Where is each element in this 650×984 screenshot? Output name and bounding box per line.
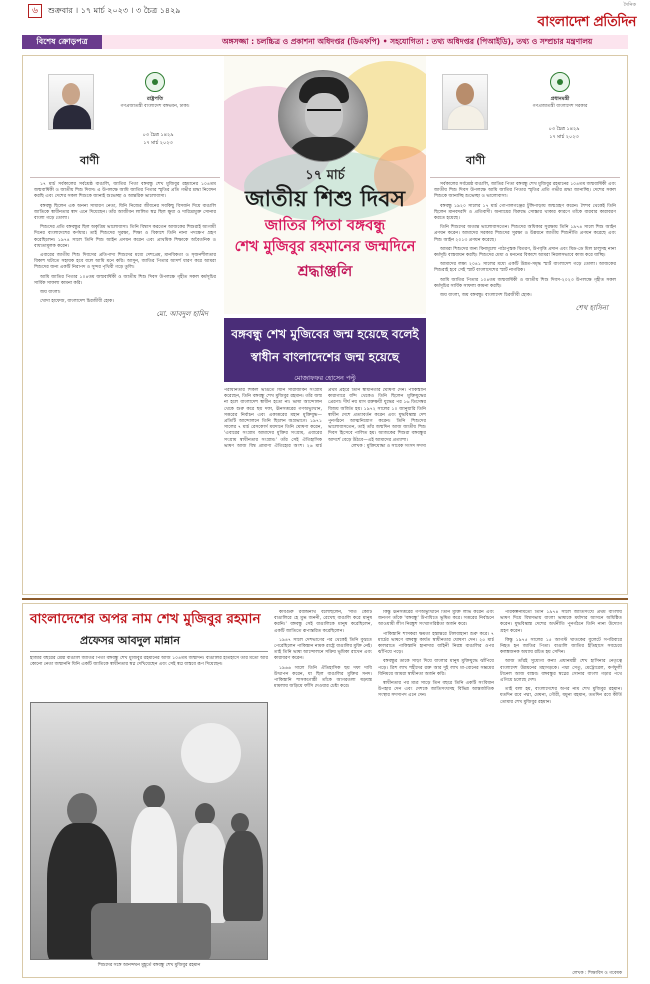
paragraph: তাই বলা হয়, বাংলাদেশের অপর নাম শেখ মুজিবুর রহমান। যতদিন রবে পদ্মা, মেঘনা, গৌরী, যমুনা বহমান, ততদিন রবে কীর্তি তোমার শেখ মুজিবুর রহমান। [500, 687, 622, 705]
president-message-heading: বাণী [80, 154, 100, 167]
article-photo [30, 702, 268, 960]
article-endnote: লেখক : শিক্ষাবিদ ও গবেষক [572, 971, 622, 976]
pm-office-title: প্রধানমন্ত্রী [550, 96, 570, 102]
supplement-credit: অঙ্গসজ্জা : চলচ্চিত্র ও প্রকাশনা অধিদপ্তর (ডিএফপি) • সহযোগিতা : তথ্য অধিদপ্তর (পিআইডি), তথ্য ও সম্প্রচার মন্ত্রণালয় [102, 35, 628, 49]
pm-signature-block [434, 305, 616, 311]
paragraph: বঙ্গবন্ধু ১৯২০ সালের ১৭ মার্চ গোপালগঞ্জের টুঙ্গিপাড়ায় জন্মগ্রহণ করেন। শৈশব থেকেই তিনি ছিলেন মানবদরদি ও প্রতিবাদী। অন্যায়ের বিরুদ্ধে সোচ্চার থাকার কারণে তাঁকে বারবার কারাবরণ করতে হয়েছে। [434, 203, 616, 222]
masthead-tagline: দৈনিক [623, 2, 636, 8]
president-date-english: ১৭ মার্চ ২০২৩ [143, 140, 173, 146]
article-column-2 [274, 610, 372, 970]
paragraph: আমি জাতির পিতার ১০৪তম জন্মবার্ষিকী ও জাতীয় শিশু দিবস উপলক্ষে গৃহীত সকল কর্মসূচির সার্বিক সাফল্য কামনা করি। [34, 274, 216, 286]
hero-banner [224, 56, 426, 314]
center-article-endnote: লেখক : মুক্তিযোদ্ধা ও সাবেক সংসদ সদস্য [351, 443, 426, 449]
president-message [30, 60, 220, 590]
center-feature [224, 56, 426, 594]
supplement-bar [22, 35, 628, 49]
paragraph: কিন্তু ১৯৭৫ সালের ১৫ আগস্ট ঘাতকের বুলেটে সপরিবারে নিহত হন জাতির পিতা। বাঙালি জাতির ইতিহাসে সবচেয়ে কলঙ্কজনক অধ্যায় রচিত হয় সেদিন। [500, 637, 622, 656]
president-date-bangla: ০৩ চৈত্র ১৪২৯ [142, 132, 174, 138]
president-office-title: রাষ্ট্রপতি [147, 96, 163, 102]
pm-date-bangla: ০৩ চৈত্র ১৪২৯ [548, 126, 580, 132]
dateline: শুক্রবার । ১৭ মার্চ ২০২৩ । ৩ চৈত্র ১৪২৯ [48, 6, 181, 15]
hero-subtitle-line1: জাতির পিতা বঙ্গবন্ধু [264, 216, 386, 234]
paragraph: আমি জাতির পিতার ১০৪তম জন্মবার্ষিকী ও জাতীয় শিশু দিবস-২০২৩ উপলক্ষে গৃহীত সকল কর্মসূচির সার্বিক সাফল্য কামনা করছি। [434, 277, 616, 289]
pm-message-heading: বাণী [466, 154, 486, 167]
center-article-body [224, 388, 426, 594]
masthead-logo: বাংলাদেশ প্রতিদিন [537, 14, 636, 30]
president-signature-block [34, 311, 216, 317]
paragraph: ১৭ মার্চ সর্বকালের সর্বশ্রেষ্ঠ বাঙালি, জাতির পিতা বঙ্গবন্ধু শেখ মুজিবুর রহমানের ১০৪তম জন্মবার্ষিকী ও জাতীয় শিশু দিবস। এ উপলক্ষে আমি জাতির পিতার স্মৃতির প্রতি গভীর শ্রদ্ধা নিবেদন করছি এবং দেশের সকল শিশুকে জানাই শুভেচ্ছা ও আন্তরিক ভালোবাসা। [34, 182, 216, 200]
pm-date-english: ১৭ মার্চ ২০২৩ [549, 134, 579, 140]
article-byline: প্রফেসর আবদুল মান্নান [80, 634, 180, 647]
president-message-body [30, 178, 220, 318]
center-article-text: পরাধীনতার শিকল ভাঙতে যিনি সারাজীবন সংগ্রাম করেছেন, তিনি বঙ্গবন্ধু শেখ মুজিবুর রহমান। তাঁর জন্ম না হলে বাংলাদেশ স্বাধীন হতো না। ভাষা আন্দোলন থেকে শুরু করে ছয় দফা, ঊনসত্তরের গণঅভ্যুত্থান, সত্তরের নির্বাচন এবং একাত্তরের মহান মুক্তিযুদ্ধ—প্রতিটি আন্দোলনে তিনি ছিলেন অগ্রভাগে। ১৯৭১ সালের ৭ মার্চ রেসকোর্স ময়দানে তিনি ঘোষণা করেন, 'এবারের সংগ্রাম আমাদের মুক্তির সংগ্রাম, এবারের সংগ্রাম স্বাধীনতার সংগ্রাম।' তাঁর সেই ঐতিহাসিক ভাষণ আজ বিশ্ব প্রামাণ্য ঐতিহ্যের অংশ। ২৬ মার্চ প্রথম প্রহরে তিনি স্বাধীনতার ঘোষণা দেন। পাকিস্তানি কারাগারে বন্দি থেকেও তিনি ছিলেন মুক্তিযুদ্ধের প্রেরণা। দীর্ঘ নয় মাস রক্তক্ষয়ী যুদ্ধের পর ১৬ ডিসেম্বর বিজয় অর্জিত হয়। ১৯৭২ সালের ১০ জানুয়ারি তিনি স্বাধীন দেশে প্রত্যাবর্তন করেন এবং যুদ্ধবিধ্বস্ত দেশ পুনর্গঠনে আত্মনিয়োগ করেন। তিনি শিশুদের ভালোবাসতেন, তাই তাঁর জন্মদিন আজ জাতীয় শিশু দিবস হিসেবে পালিত হয়। আজকের শিশুরা বঙ্গবন্ধুর আদর্শে বেড়ে উঠবে—এই আমাদের প্রত্যাশা। [224, 388, 426, 449]
pm-message-body [430, 178, 620, 311]
president-signature: মো. আবদুল হামিদ [156, 310, 208, 319]
poem-title-line1: বঙ্গবন্ধু শেখ মুজিবের জন্ম হয়েছে বলেই [231, 327, 419, 341]
paragraph: শিশুদের প্রতি বঙ্গবন্ধুর ছিল অকৃত্রিম ভালোবাসা। তিনি বিশ্বাস করতেন আজকের শিশুরাই আগামী দিনের বাংলাদেশের কর্ণধার। তাই শিশুদের সুরক্ষা, শিক্ষা ও বিকাশে তিনি নানা পদক্ষেপ গ্রহণ করেছিলেন। ১৯৭৪ সালে তিনি শিশু আইন প্রণয়ন করেন এবং প্রাথমিক শিক্ষাকে অবৈতনিক ও বাধ্যতামূলক করেন। [34, 225, 216, 249]
article-column-3 [378, 610, 494, 970]
paragraph: পাকিস্তানি শাসকরা ক্ষমতা হস্তান্তরে টালবাহানা শুরু করে। ৭ মার্চের ভাষণে বঙ্গবন্ধু কার্যত স্বাধীনতার ঘোষণা দেন। ২৫ মার্চ কালরাতে পাকিস্তানি হানাদার বাহিনী নিরস্ত্র বাঙালির ওপর ঝাঁপিয়ে পড়ে। [378, 631, 494, 656]
section-divider [22, 598, 628, 600]
paragraph: তিনি শিশুদের অত্যন্ত ভালোবাসতেন। শিশুদের অধিকার সুরক্ষায় তিনি ১৯৭৪ সালে শিশু আইন প্রণয়ন করেন। আমাদের সরকার শিশুদের সুরক্ষা ও উন্নয়নে জাতীয় শিশুনীতি প্রণয়ন করেছে এবং শিশু আইন ২০১৩ প্রণয়ন করেছে। [434, 225, 616, 243]
paragraph: পরিকল্পনামতো তিনি ১৯৭৪ সালে জাতিসংঘে প্রথম বাংলায় ভাষণ দিয়ে বিশ্বসভায় বাংলা ভাষাকে মর্যাদার আসনে অধিষ্ঠিত করেন। যুদ্ধবিধ্বস্ত দেশের অর্থনীতি পুনর্গঠনে তিনি নানা উদ্যোগ গ্রহণ করেন। [500, 610, 622, 634]
paragraph: আমাদের লক্ষ্য ২০৪১ সালের মধ্যে একটি উন্নত-সমৃদ্ধ স্মার্ট বাংলাদেশ গড়ে তোলা। আজকের শিশুরাই হবে সেই স্মার্ট বাংলাদেশের স্মার্ট নাগরিক। [434, 262, 616, 274]
poem-author: মোজাফফর হোসেন পল্টু [294, 374, 356, 382]
poem-title-band[interactable] [224, 318, 426, 382]
paragraph: বঙ্গবন্ধুর ডাকে সাড়া দিয়ে বাংলার মানুষ মুক্তিযুদ্ধে ঝাঁপিয়ে পড়ে। ত্রিশ লাখ শহীদের রক্ত আর দুই লাখ মা-বোনের সম্ভ্রমের বিনিময়ে আমরা স্বাধীনতা অর্জন করি। [378, 659, 494, 677]
pm-message [430, 60, 620, 590]
article-rule [30, 651, 268, 652]
paragraph: জয় বাংলা। [40, 290, 61, 296]
president-office-address: গণপ্রজাতন্ত্রী বাংলাদেশ বঙ্গভবন, ঢাকা। [120, 104, 190, 109]
article-lede: হাজার বছরের শ্রেষ্ঠ বাঙালি জাতির পিতা বঙ্গবন্ধু শেখ মুজিবুর রহমানের আজ ১০৪তম জন্মদিন। বাঙালির ইতিহাসে তাঁর মতো আর কোনো নেতা জন্মাননি যিনি একটি জাতিকে স্বাধীনতার স্বপ্ন দেখিয়েছেন এবং সেই স্বপ্ন বাস্তবে রূপ দিয়েছেন। [30, 656, 268, 668]
president-emblem-icon [145, 72, 165, 92]
paragraph: স্বাধীনতার পর মাত্র সাড়ে তিন বছরে তিনি একটি সংবিধান উপহার দেন এবং দেশকে জাতিসংঘসহ বিভিন্ন আন্তর্জাতিক সংস্থার সদস্যপদ এনে দেন। [378, 681, 494, 699]
photo-caption: শিশুদের সঙ্গে আনন্দঘন মুহূর্তে বঙ্গবন্ধু শেখ মুজিবুর রহমান [97, 963, 201, 968]
masthead[interactable] [537, 2, 636, 34]
paragraph: আজ তাঁরই সুযোগ্য কন্যা প্রধানমন্ত্রী শেখ হাসিনার নেতৃত্বে বাংলাদেশ উন্নয়নের মহাসড়কে। পদ্মা সেতু, মেট্রোরেল, কর্ণফুলী টানেল আজ বাস্তব। বঙ্গবন্ধুর স্বপ্নের সোনার বাংলা গড়ার পথে এগিয়ে চলেছে দেশ। [500, 659, 622, 684]
supplement-label: বিশেষ ক্রোড়পত্র [22, 35, 102, 49]
paragraph: কিন্তু ঊনসত্তরের গণঅভ্যুত্থানে তিনি মুক্তি লাভ করেন এবং জনগণ তাঁকে 'বঙ্গবন্ধু' উপাধিতে ভূষিত করে। সত্তরের নির্বাচনে আওয়ামী লীগ নিরঙ্কুশ সংখ্যাগরিষ্ঠতা অর্জন করে। [378, 610, 494, 628]
page-number: ৬ [28, 4, 42, 18]
pm-office-address: গণপ্রজাতন্ত্রী বাংলাদেশ সরকার [532, 104, 588, 109]
paragraph: বঙ্গবন্ধু ছিলেন এক অনন্য সাধারণ নেতা, যিনি নিজের জীবনের সবকিছু বিসর্জন দিয়ে বাঙালি জাতিকে স্বাধীনতার স্বাদ এনে দিয়েছেন। তাঁর আজীবন লালিত স্বপ্ন ছিল ক্ষুধা ও দারিদ্র্যমুক্ত সোনার বাংলা গড়ে তোলা। [34, 203, 216, 222]
paragraph: সর্বকালের সর্বশ্রেষ্ঠ বাঙালি, জাতির পিতা বঙ্গবন্ধু শেখ মুজিবুর রহমানের ১০৪তম জন্মবার্ষিকী এবং জাতীয় শিশু দিবস উপলক্ষে আমি জাতির পিতার স্মৃতির প্রতি গভীর শ্রদ্ধা জানাচ্ছি। দেশের সকল শিশুকে জানাচ্ছি শুভেচ্ছা ও ভালোবাসা। [434, 182, 616, 200]
paragraph: এবারের জাতীয় শিশু দিবসের প্রতিপাদ্য শিশুদের মধ্যে দেশপ্রেম, মানবিকতা ও সৃজনশীলতার বিকাশ ঘটাতে সহায়ক হবে বলে আমি মনে করি। আসুন, জাতির পিতার আদর্শ ধারণ করে আমরা শিশুদের জন্য একটি নিরাপদ ও সুন্দর পৃথিবী গড়ে তুলি। [34, 253, 216, 271]
poem-title-line2: স্বাধীন বাংলাদেশের জন্ম হয়েছে [250, 350, 400, 364]
president-message-header [30, 60, 220, 178]
article-column-4 [500, 610, 622, 970]
paragraph: জয় বাংলা, জয় বঙ্গবন্ধু। বাংলাদেশ চিরজীবী হোক। [440, 293, 532, 299]
pm-portrait [442, 74, 488, 130]
bangabandhu-portrait [278, 70, 368, 162]
hero-date: ১৭ মার্চ [305, 168, 345, 183]
paragraph: কবিগুরু রবীন্দ্রনাথ বলেছিলেন, 'সাত কোটি বাঙালিরে হে মুগ্ধ জননী, রেখেছ বাঙালি করে মানুষ করনি।' বঙ্গবন্ধু সেই বাঙালিকে মানুষ করেছিলেন, একটি জাতিতে রূপান্তরিত করেছিলেন। [274, 610, 372, 634]
page-header [0, 0, 650, 30]
pm-emblem-icon [550, 72, 570, 92]
hero-title: জাতীয় শিশু দিবস [244, 186, 406, 212]
pm-message-header [430, 60, 620, 178]
pm-signature: শেখ হাসিনা [575, 304, 608, 313]
paragraph: ১৯৬৬ সালে তিনি ঐতিহাসিক ছয় দফা দাবি উত্থাপন করেন, যা ছিল বাঙালির মুক্তির সনদ। পাকিস্তানি শাসকগোষ্ঠী তাঁকে আগরতলা ষড়যন্ত্র মামলায় জড়িয়ে ফাঁসি দেওয়ার চেষ্টা করে। [274, 665, 372, 690]
paragraph: ১৯৪৭ সালে দেশভাগের পর থেকেই তিনি বুঝতে পেরেছিলেন পাকিস্তান নামক রাষ্ট্রে বাঙালির মুক্তি নেই। তাই তিনি ভাষা আন্দোলনে সক্রিয় ভূমিকা রাখেন এবং কারাবরণ করেন। [274, 637, 372, 662]
paragraph: আমরা শিশুদের জন্য বিনামূল্যে পাঠ্যপুস্তক বিতরণ, উপবৃত্তি প্রদান এবং মিড-ডে মিল চালুসহ নানা কর্মসূচি বাস্তবায়ন করছি। শিশুদের মেধা ও মননের বিকাশে আমরা নিরলসভাবে কাজ করে যাচ্ছি। [434, 246, 616, 259]
article-headline[interactable]: বাংলাদেশের অপর নাম শেখ মুজিবুর রহমান [30, 611, 261, 627]
president-portrait [48, 74, 94, 130]
hero-subtitle-line2: শেখ মুজিবুর রহমানের জন্মদিনে [234, 238, 416, 255]
hero-tribute: শ্রদ্ধাঞ্জলি [297, 262, 353, 280]
paragraph: খোদা হাফেজ, বাংলাদেশ চিরজীবী হোক। [40, 299, 114, 305]
